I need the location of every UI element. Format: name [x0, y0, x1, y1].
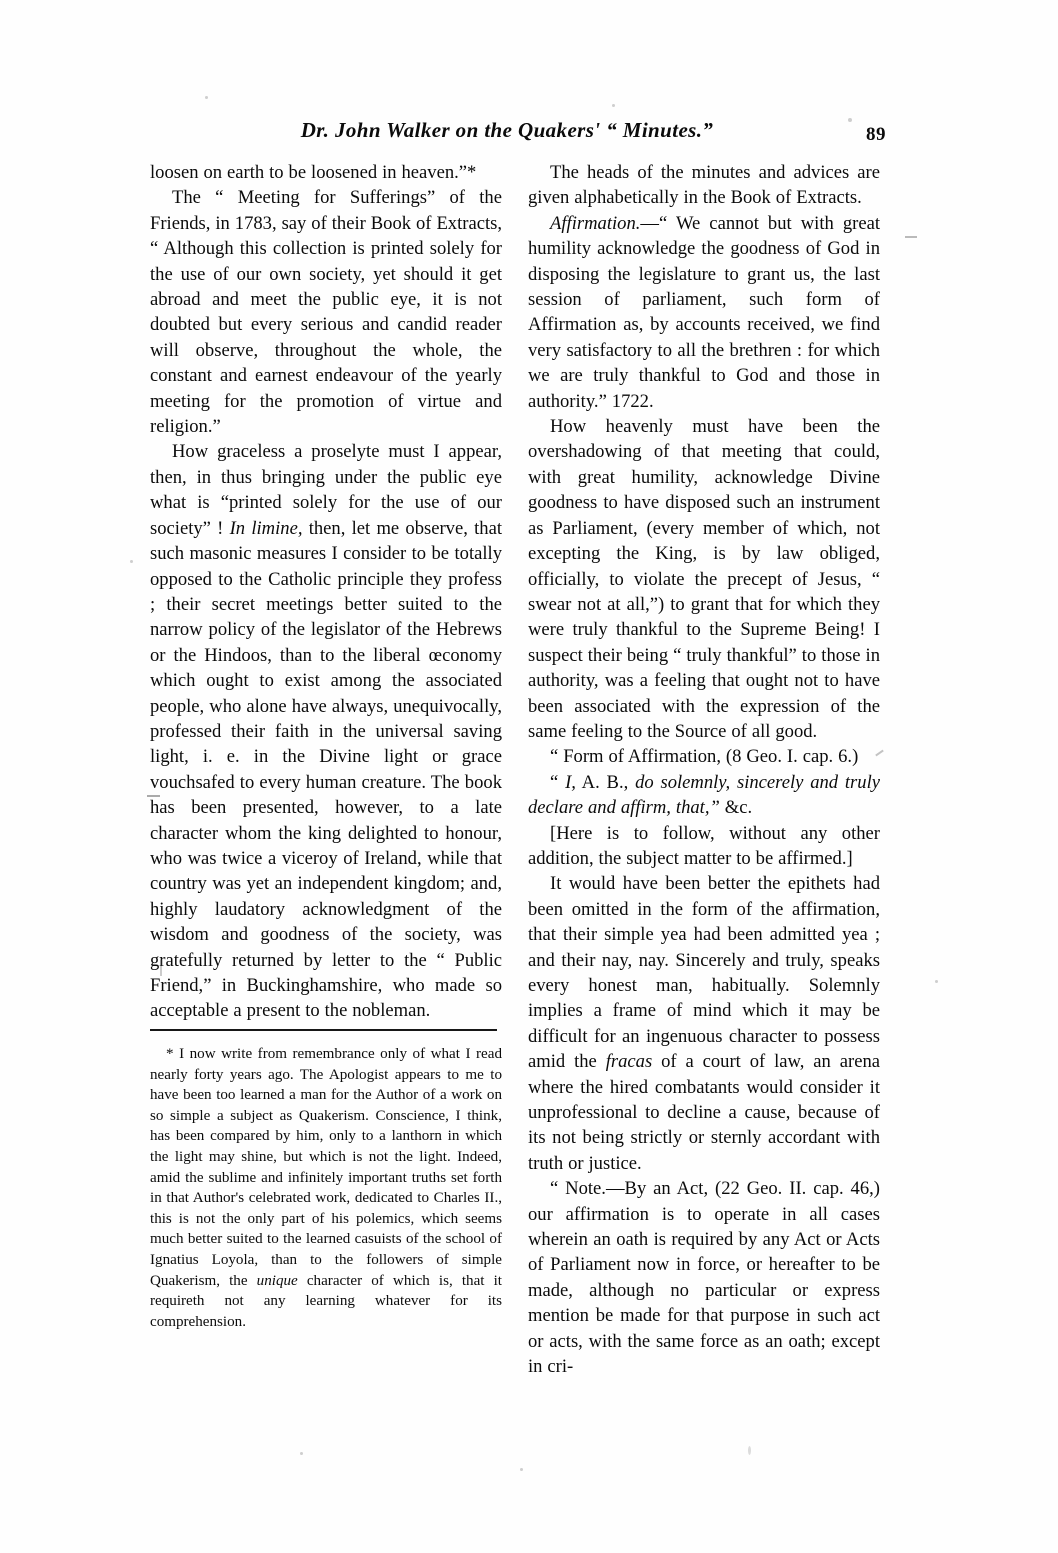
oath-etcetera: &c. — [719, 797, 753, 819]
right-column — [528, 160, 880, 1380]
footnote-divider — [150, 1029, 497, 1031]
word-fracas: fracas — [605, 1051, 653, 1073]
latin-phrase-in-limine: In limine, — [229, 517, 303, 539]
left-column — [150, 160, 502, 1024]
heading-affirmation: Affirmation. — [550, 212, 641, 234]
oath-open-quote: “ — [550, 771, 566, 793]
scan-speckle — [520, 1468, 523, 1471]
scan-speckle — [935, 980, 938, 983]
paragraph-form-of-affirmation-citation: “ Form of Affirmation, (8 Geo. I. cap. 6.) — [550, 746, 859, 768]
affirmation-quote-text: —“ We cannot but with great humility acknowledge the goodness of God in disposing the legislature to grant us, the last session of parliament, such form of Affirmation as, by accounts received, we find very satisfactory to all the brethren : for which we are truly thankful to God and those in authority.” 1722. — [528, 212, 880, 412]
footnote-block — [150, 1044, 502, 1332]
footnote-text — [150, 1044, 502, 1332]
scan-speckle — [205, 96, 208, 99]
paragraph-bracketed-instruction: [Here is to follow, without any other addition, the subject matter to be affirmed.] — [528, 822, 880, 869]
paragraph-affirmation-quote — [528, 211, 880, 414]
epithets-text-post: of a court of law, an arena where the hired combatants would consider it unprofessional to decline a cause, because of its not being strictly or sternly accordant with truth or justice. — [528, 1051, 880, 1174]
running-head — [0, 118, 1058, 152]
footnote-text-pre: * I now write from remembrance only of what I read nearly forty years ago. The Apologist appears to me to have been too learned a man for the Author of a work on so simple a subject as Quakerism. Conscience, I think, has been compared by him, only to a lanthorn in which the light may shine, but which is not the light. Indeed, amid the sublime and infinitely important truths set forth in that Author's celebrated work, dedicated to Charles II., this is not the only part of his polemics, which seems much better suited to the learned casuists of the school of Ignatius Loyola, than to the followers of simple Quakerism, the — [150, 1046, 502, 1289]
paragraph-graceless-proselyte — [150, 439, 502, 1023]
paragraph-meeting-for-sufferings: The “ Meeting for Sufferings” of the Friends, in 1783, say of their Book of Extracts, “ Although this collection is printed solely for the use of our own society, yet should it get abroad and meet the public eye, it is not doubted but every serious and candid reader will observe, throughout the whole, the constant and earnest endeavour of the yearly meeting for the promotion of virtue and religion.” — [150, 187, 503, 438]
scan-speckle — [130, 560, 133, 563]
oath-pronoun: I, — [565, 771, 576, 793]
oath-initials: A. B., — [575, 771, 636, 793]
epithets-text-pre: It would have been better the epithets had been omitted in the form of the affirmation, that their simple yea had been admitted yea ; and their nay, nay. Sincerely and truly, speaks every honest man, habitually. Solemnly implies a frame of mind which it may be difficult for an ingenuous character to possess amid the — [528, 873, 880, 1073]
paragraph-continued: loosen on earth to be loosened in heaven.”* — [150, 162, 477, 183]
paragraph-oath-formula — [528, 770, 880, 821]
oath-declaration: do solemnly, sincerely and truly declare and affirm, that,” — [528, 771, 880, 819]
scan-speckle — [612, 104, 615, 107]
paragraph-text-pre: How graceless a proselyte must I appear, then, in thus bringing under the public eye what is “printed solely for the use of our society” ! — [150, 441, 502, 539]
page-number: 89 — [866, 124, 886, 145]
paragraph-how-heavenly: How heavenly must have been the overshadowing of that meeting that could, with great humility, acknowledge Divine goodness to have disposed such an instrument as Parliament, (every member of which, not excepting the King, is by law obliged, officially, to violate the precept of Jesus, “ swear not at all,”) to grant that for which they were truly thankful to the Supreme Being! I suspect their being “ truly thankful” to those in authority, was a feeling that ought not to have been associated with the expression of the same feeling to the Source of all good. — [528, 416, 880, 742]
scan-speckle — [300, 1452, 303, 1455]
scan-mark — [905, 236, 917, 238]
running-head-title: Dr. John Walker on the Quakers' “ Minutes.” — [300, 118, 714, 142]
paragraph-heads-of-minutes: The heads of the minutes and advices are given alphabetically in the Book of Extracts. — [528, 162, 880, 209]
paragraph-text-post: then, let me observe, that such masonic measures I consider to be totally opposed to the Catholic principle they profess ; their secret meetings better suited to the narrow policy of the legislator of the Hebrews or the Hindoos, than to the liberal œconomy which ought to exist among the associated people, who alone have always, unequivocally, professed their faith in the universal saving light, i. e. in the Divine light or grace vouchsafed to every human creature. The book has been presented, however, to a late character whom the king delighted to honour, who was twice a viceroy of Ireland, while that country was yet an independent kingdom; and, highly laudatory acknowledgment of the wisdom and goodness of the society, was gratefully returned by letter to the “ Public Friend,” in Buckinghamshire, who made so acceptable a present to the nobleman. — [150, 517, 503, 1022]
word-unique: unique — [256, 1272, 298, 1289]
paragraph-epithets — [528, 871, 880, 1176]
footnote-text-post: character of which is, that it requireth not any learning whatever for its comprehension. — [150, 1272, 502, 1330]
paragraph-note-act: “ Note.—By an Act, (22 Geo. II. cap. 46,) our affirmation is to operate in all cases wherein an oath is required by any Act or Acts of Parliament now in force, or hereafter to be made, although no particular or express mention be made for that purpose in such act or acts, with the same force as an oath; except in cri- — [528, 1178, 880, 1378]
scan-speckle — [748, 1446, 751, 1455]
